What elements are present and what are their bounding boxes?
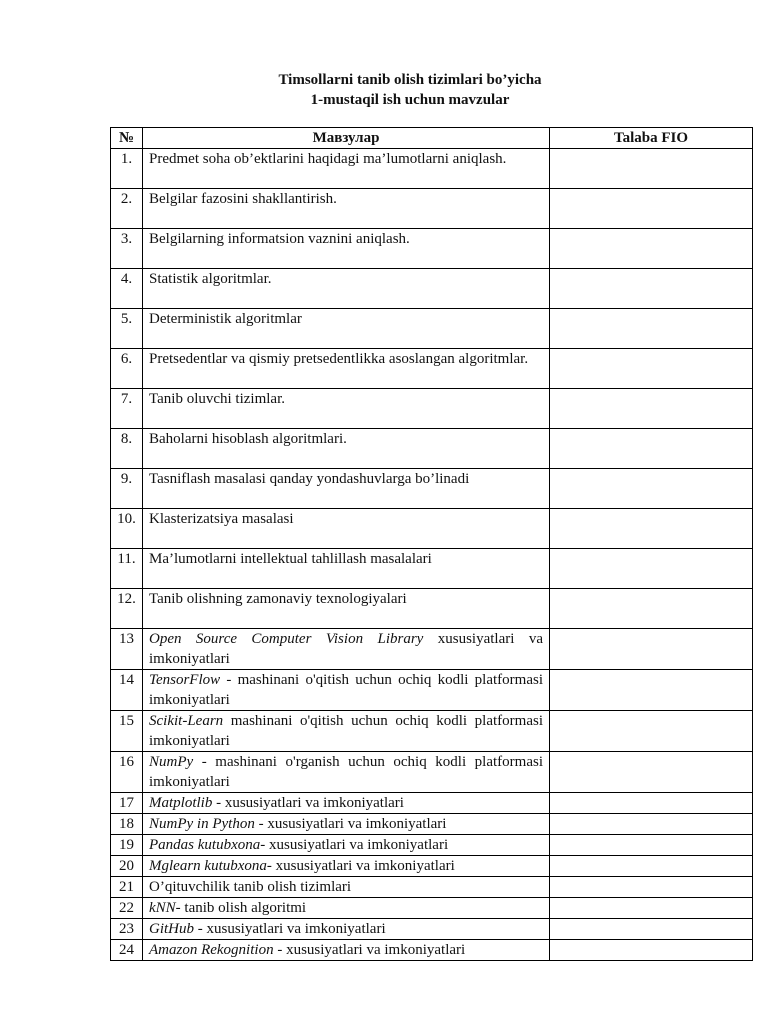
row-topic: Belgilarning informatsion vaznini aniqlash.: [143, 229, 550, 269]
row-student-cell: [550, 877, 753, 898]
table-row: [111, 629, 753, 670]
row-student-cell: [550, 898, 753, 919]
row-student-cell: [550, 752, 753, 793]
row-number: 18: [111, 814, 143, 835]
row-number: 17: [111, 793, 143, 814]
row-student-cell: [550, 349, 753, 389]
row-student-cell: [550, 856, 753, 877]
row-topic: Tasniflash masalasi qanday yondashuvlarga bo’linadi: [143, 469, 550, 509]
row-topic-rest: - xususiyatlari va imkoniyatlari: [212, 795, 404, 811]
row-number: 6.: [111, 349, 143, 389]
title-line-1: Timsollarni tanib olish tizimlari bo’yicha: [278, 72, 542, 88]
row-topic: [143, 711, 550, 752]
row-topic-name: NumPy in Python: [149, 816, 255, 832]
row-number: 23: [111, 919, 143, 940]
header-student: Talaba FIO: [550, 128, 753, 149]
row-topic-rest: - xususiyatlari va imkoniyatlari: [260, 837, 449, 853]
row-student-cell: [550, 940, 753, 961]
table-header-row: [111, 128, 753, 149]
table-row: [111, 877, 753, 898]
row-number: 15: [111, 711, 143, 752]
row-student-cell: [550, 793, 753, 814]
table-row: [111, 429, 753, 469]
row-number: 12.: [111, 589, 143, 629]
table-row: [111, 189, 753, 229]
table-row: [111, 589, 753, 629]
row-student-cell: [550, 149, 753, 189]
row-topic: Belgilar fazosini shakllantirish.: [143, 189, 550, 229]
topics-table: [110, 127, 753, 961]
row-topic: Deterministik algoritmlar: [143, 309, 550, 349]
table-row: [111, 898, 753, 919]
row-topic-rest: - xususiyatlari va imkoniyatlari: [194, 921, 386, 937]
table-row: [111, 269, 753, 309]
row-student-cell: [550, 549, 753, 589]
row-number: 20: [111, 856, 143, 877]
row-topic-rest: - xususiyatlari va imkoniyatlari: [266, 858, 455, 874]
row-number: 22: [111, 898, 143, 919]
row-number: 10.: [111, 509, 143, 549]
row-student-cell: [550, 711, 753, 752]
row-student-cell: [550, 629, 753, 670]
row-number: 13: [111, 629, 143, 670]
table-row: [111, 793, 753, 814]
row-number: 9.: [111, 469, 143, 509]
row-topic: [143, 856, 550, 877]
table-row: [111, 940, 753, 961]
row-topic-rest: mashinani o'qitish uchun ochiq kodli platformasi imkoniyatlari: [149, 713, 543, 749]
row-number: 7.: [111, 389, 143, 429]
row-student-cell: [550, 670, 753, 711]
row-topic-name: TensorFlow: [149, 672, 221, 688]
title-line-2: 1-mustaqil ish uchun mavzular: [310, 92, 510, 108]
row-topic-name: Amazon Rekognition: [149, 942, 274, 958]
header-num: №: [111, 128, 143, 149]
row-number: 3.: [111, 229, 143, 269]
row-number: 14: [111, 670, 143, 711]
row-number: 8.: [111, 429, 143, 469]
table-row: [111, 469, 753, 509]
row-student-cell: [550, 229, 753, 269]
row-student-cell: [550, 835, 753, 856]
table-row: [111, 856, 753, 877]
row-topic: [143, 670, 550, 711]
row-topic-name: Scikit-Learn: [149, 713, 224, 729]
table-row: [111, 149, 753, 189]
table-row: [111, 389, 753, 429]
row-topic: [143, 793, 550, 814]
row-topic-rest: - mashinani o'qitish uchun ochiq kodli platformasi imkoniyatlari: [149, 672, 543, 708]
row-topic-rest: - tanib olish algoritmi: [175, 900, 307, 916]
row-topic: [143, 940, 550, 961]
row-number: 24: [111, 940, 143, 961]
row-topic-name: Mglearn kutubxona: [149, 858, 267, 874]
row-topic: Ma’lumotlarni intellektual tahlillash masalalari: [143, 549, 550, 589]
table-row: [111, 549, 753, 589]
document-title: [110, 70, 710, 110]
row-number: 4.: [111, 269, 143, 309]
row-number: 19: [111, 835, 143, 856]
row-topic: O’qituvchilik tanib olish tizimlari: [143, 877, 550, 898]
row-number: 5.: [111, 309, 143, 349]
row-number: 2.: [111, 189, 143, 229]
row-topic: Predmet soha ob’ektlarini haqidagi ma’lumotlarni aniqlash.: [143, 149, 550, 189]
row-topic: [143, 752, 550, 793]
row-topic-name: Pandas kutubxona: [149, 837, 261, 853]
row-number: 1.: [111, 149, 143, 189]
row-student-cell: [550, 919, 753, 940]
row-topic-rest: - xususiyatlari va imkoniyatlari: [273, 942, 466, 958]
table-row: [111, 309, 753, 349]
table-row: [111, 711, 753, 752]
table-row: [111, 349, 753, 389]
header-topic: Мавзулар: [143, 128, 550, 149]
row-topic: [143, 629, 550, 670]
row-topic: Statistik algoritmlar.: [143, 269, 550, 309]
row-number: 16: [111, 752, 143, 793]
row-number: 21: [111, 877, 143, 898]
row-topic: [143, 898, 550, 919]
row-topic-name: Open Source Computer Vision Library: [149, 631, 424, 647]
row-topic-name: GitHub: [149, 921, 194, 937]
row-topic-name: kNN: [149, 900, 176, 916]
row-topic-rest: - mashinani o'rganish uchun ochiq kodli platformasi imkoniyatlari: [149, 754, 543, 790]
table-row: [111, 229, 753, 269]
row-student-cell: [550, 509, 753, 549]
row-topic: Pretsedentlar va qismiy pretsedentlikka asoslangan algoritmlar.: [143, 349, 550, 389]
row-topic-rest: - xususiyatlari va imkoniyatlari: [254, 816, 447, 832]
row-student-cell: [550, 814, 753, 835]
table-row: [111, 670, 753, 711]
row-topic: Baholarni hisoblash algoritmlari.: [143, 429, 550, 469]
row-topic: Tanib olishning zamonaviy texnologiyalari: [143, 589, 550, 629]
row-student-cell: [550, 269, 753, 309]
row-number: 11.: [111, 549, 143, 589]
table-row: [111, 509, 753, 549]
row-student-cell: [550, 189, 753, 229]
table-row: [111, 835, 753, 856]
table-row: [111, 752, 753, 793]
row-topic: Tanib oluvchi tizimlar.: [143, 389, 550, 429]
row-topic-name: NumPy: [149, 754, 194, 770]
table-row: [111, 919, 753, 940]
row-student-cell: [550, 389, 753, 429]
table-row: [111, 814, 753, 835]
row-topic: [143, 919, 550, 940]
row-student-cell: [550, 589, 753, 629]
row-student-cell: [550, 309, 753, 349]
row-student-cell: [550, 429, 753, 469]
row-topic: [143, 814, 550, 835]
row-topic: Klasterizatsiya masalasi: [143, 509, 550, 549]
row-topic: [143, 835, 550, 856]
row-student-cell: [550, 469, 753, 509]
row-topic-name: Matplotlib: [149, 795, 213, 811]
row-topic-rest: xususiyatlari va imkoniyatlari: [149, 631, 543, 667]
